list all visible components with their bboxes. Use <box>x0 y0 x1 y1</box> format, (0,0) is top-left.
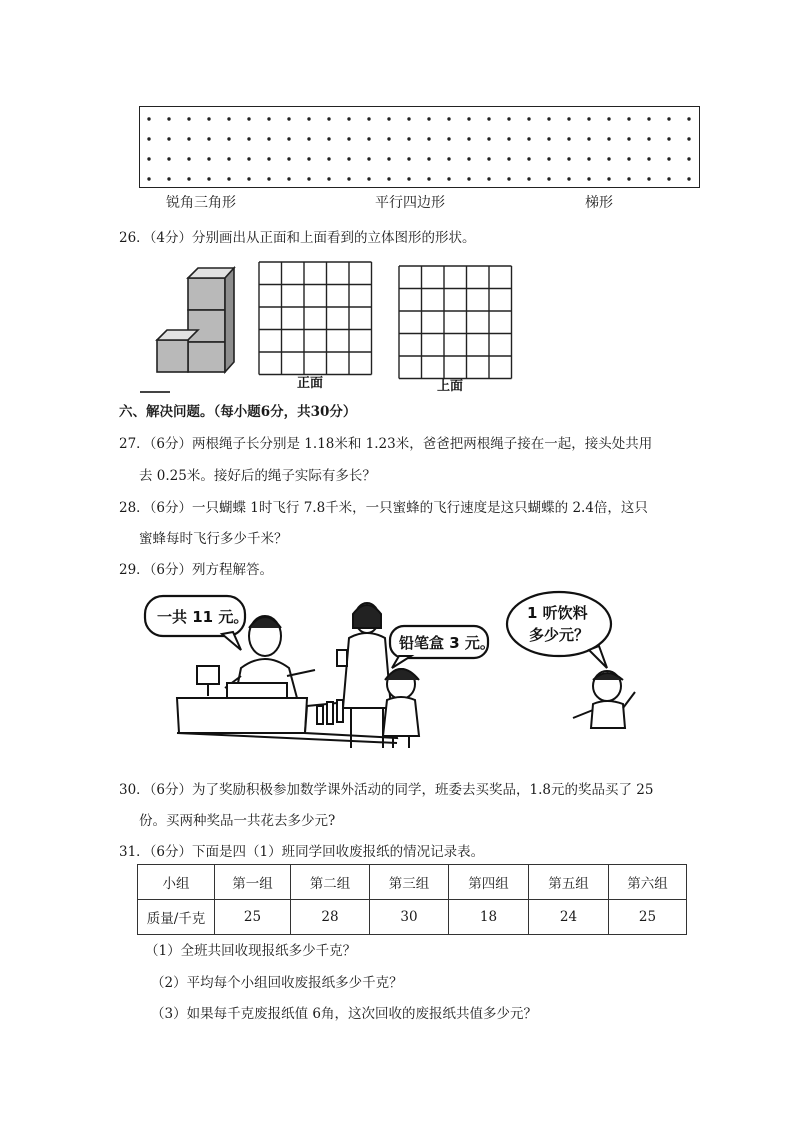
grid-dot <box>487 177 490 180</box>
grid-dot <box>627 137 630 140</box>
grid-dot <box>147 117 150 120</box>
table-header-cell: 第二组 <box>291 865 370 900</box>
grid-dot <box>627 117 630 120</box>
q26-figures <box>140 252 540 397</box>
grid-dot <box>607 137 610 140</box>
grid-dot <box>507 177 510 180</box>
question-26: 26．（4分）分别画出从正面和上面看到的立体图形的形状。 <box>119 230 476 246</box>
boy-figure <box>573 671 635 728</box>
table-cell: 25 <box>215 900 291 935</box>
question-27-line1: 27．（6分）两根绳子长分别是 1.18米和 1.23米，爸爸把两根绳子接在一起，接头处共用 <box>119 436 653 452</box>
grid-dot <box>307 137 310 140</box>
grid-dot <box>527 137 530 140</box>
table-cell: 质量/千克 <box>138 900 215 935</box>
top-view-grid <box>399 266 512 379</box>
grid-dot <box>267 177 270 180</box>
grid-dot <box>627 177 630 180</box>
grid-dot <box>247 177 250 180</box>
grid-dot <box>667 117 670 120</box>
table-cell: 30 <box>370 900 449 935</box>
grid-dot <box>147 177 150 180</box>
grid-dot <box>167 117 170 120</box>
grid-dot <box>427 117 430 120</box>
bubble-pencil-case-text: 铅笔盒 3 元。 <box>399 634 495 652</box>
question-27-line2: 去 0.25米。接好后的绳子实际有多长？ <box>139 468 376 484</box>
grid-dot <box>147 157 150 160</box>
grid-dot <box>307 157 310 160</box>
grid-dot <box>287 177 290 180</box>
grid-dot <box>207 137 210 140</box>
grid-dot <box>607 157 610 160</box>
front-view-grid <box>259 262 372 375</box>
question-31-sub2: （2）平均每个小组回收废报纸多少千克？ <box>151 975 403 991</box>
question-31: 31．（6分）下面是四（1）班同学回收废报纸的情况记录表。 <box>119 844 485 860</box>
grid-dot <box>327 157 330 160</box>
grid-dot <box>267 137 270 140</box>
grid-dot <box>487 117 490 120</box>
label-parallelogram: 平行四边形 <box>375 195 445 211</box>
grid-dot <box>207 177 210 180</box>
grid-dot <box>227 157 230 160</box>
top-view-label: 上面 <box>437 379 464 394</box>
grid-dot <box>187 157 190 160</box>
grid-dot <box>167 157 170 160</box>
grid-dot <box>667 137 670 140</box>
grid-dot <box>387 177 390 180</box>
table-cell: 18 <box>449 900 529 935</box>
grid-dot <box>407 177 410 180</box>
grid-dot <box>267 117 270 120</box>
grid-dot <box>507 157 510 160</box>
grid-dot <box>407 157 410 160</box>
dot-grid <box>140 107 698 186</box>
grid-dot <box>427 177 430 180</box>
grid-dot <box>467 117 470 120</box>
grid-dot <box>667 157 670 160</box>
table-header-row <box>138 865 687 900</box>
cube-stack-figure <box>157 268 234 372</box>
grid-dot <box>687 157 690 160</box>
grid-dot <box>647 177 650 180</box>
grid-dot <box>507 117 510 120</box>
table-cell: 24 <box>529 900 609 935</box>
grid-dot <box>347 137 350 140</box>
question-31-sub1: （1）全班共回收现报纸多少千克？ <box>145 943 357 959</box>
grid-dot <box>367 117 370 120</box>
grid-dot <box>567 177 570 180</box>
table-header-cell: 第四组 <box>449 865 529 900</box>
grid-dot <box>507 137 510 140</box>
grid-dot <box>527 117 530 120</box>
grid-dot <box>367 157 370 160</box>
grid-dot <box>667 177 670 180</box>
grid-dot <box>587 117 590 120</box>
recycling-record-table <box>137 864 687 935</box>
grid-dot <box>247 117 250 120</box>
grid-dot <box>387 117 390 120</box>
grid-dot <box>547 137 550 140</box>
grid-dot <box>447 117 450 120</box>
table-header-cell: 第五组 <box>529 865 609 900</box>
grid-dot <box>547 117 550 120</box>
grid-dot <box>567 117 570 120</box>
grid-dot <box>487 137 490 140</box>
grid-dot <box>327 117 330 120</box>
grid-dot <box>607 117 610 120</box>
grid-dot <box>547 157 550 160</box>
grid-dot <box>367 177 370 180</box>
grid-dot <box>647 157 650 160</box>
question-30-line1: 30．（6分）为了奖励积极参加数学课外活动的同学，班委去买奖品，1.8元的奖品买了 25 <box>119 782 654 798</box>
bubble-cashier-text: 一共 11 元。 <box>157 608 249 626</box>
bubble-drink-line1: 1 听饮料 <box>527 604 588 622</box>
table-header-cell: 第三组 <box>370 865 449 900</box>
bubble-drink-line2: 多少元？ <box>529 626 590 644</box>
grid-dot <box>287 157 290 160</box>
girl-figure <box>383 669 419 748</box>
grid-dot <box>287 117 290 120</box>
grid-dot <box>527 157 530 160</box>
grid-dot <box>687 177 690 180</box>
grid-dot <box>327 177 330 180</box>
grid-dot <box>447 177 450 180</box>
table-header-cell: 第一组 <box>215 865 291 900</box>
grid-dot <box>187 117 190 120</box>
grid-dot <box>287 137 290 140</box>
table-row <box>138 900 687 935</box>
grid-dot <box>627 157 630 160</box>
grid-dot <box>567 157 570 160</box>
grid-dot <box>427 137 430 140</box>
grid-dot <box>427 157 430 160</box>
section-6-title: 六、解决问题。（每小题6分，共30分） <box>119 404 357 420</box>
grid-dot <box>387 137 390 140</box>
table-header-cell: 小组 <box>138 865 215 900</box>
grid-dot <box>407 137 410 140</box>
grid-dot <box>307 117 310 120</box>
grid-dot <box>587 177 590 180</box>
grid-dot <box>187 137 190 140</box>
grid-dot <box>247 157 250 160</box>
grid-dot <box>547 177 550 180</box>
grid-dot <box>467 177 470 180</box>
grid-dot <box>347 177 350 180</box>
grid-dot <box>647 117 650 120</box>
grid-dot <box>487 157 490 160</box>
label-acute-triangle: 锐角三角形 <box>166 195 236 211</box>
grid-dot <box>267 157 270 160</box>
grid-dot <box>567 137 570 140</box>
grid-dot <box>167 177 170 180</box>
grid-dot <box>607 177 610 180</box>
table-cell: 25 <box>609 900 687 935</box>
grid-dot <box>387 157 390 160</box>
grid-dot <box>187 177 190 180</box>
grid-dot <box>447 137 450 140</box>
grid-dot <box>307 177 310 180</box>
question-30-line2: 份。买两种奖品一共花去多少元? <box>139 813 336 829</box>
question-31-sub3: （3）如果每千克废报纸值 6角，这次回收的废报纸共值多少元？ <box>151 1006 537 1022</box>
table-cell: 28 <box>291 900 370 935</box>
question-28-line2: 蜜蜂每时飞行多少千米？ <box>139 531 288 547</box>
grid-dot <box>247 137 250 140</box>
dot-grid-box <box>139 106 700 188</box>
grid-dot <box>647 137 650 140</box>
front-view-label: 正面 <box>297 376 324 391</box>
grid-dot <box>227 177 230 180</box>
question-28-line1: 28．（6分）一只蝴蝶 1时飞行 7.8千米，一只蜜蜂的飞行速度是这只蝴蝶的 2.4倍，这只 <box>119 500 648 516</box>
grid-dot <box>367 137 370 140</box>
q29-comic-illustration <box>137 588 677 763</box>
grid-dot <box>227 137 230 140</box>
grid-dot <box>227 117 230 120</box>
grid-dot <box>347 117 350 120</box>
grid-dot <box>687 117 690 120</box>
grid-dot <box>687 137 690 140</box>
grid-dot <box>167 137 170 140</box>
grid-dot <box>347 157 350 160</box>
question-29: 29．（6分）列方程解答。 <box>119 562 274 578</box>
grid-dot <box>207 157 210 160</box>
table-header-cell: 第六组 <box>609 865 687 900</box>
grid-dot <box>467 137 470 140</box>
grid-dot <box>587 157 590 160</box>
grid-dot <box>447 157 450 160</box>
grid-dot <box>327 137 330 140</box>
label-trapezoid: 梯形 <box>585 195 613 211</box>
grid-dot <box>587 137 590 140</box>
grid-dot <box>467 157 470 160</box>
grid-dot <box>147 137 150 140</box>
grid-dot <box>207 117 210 120</box>
grid-dot <box>407 117 410 120</box>
grid-dot <box>527 177 530 180</box>
